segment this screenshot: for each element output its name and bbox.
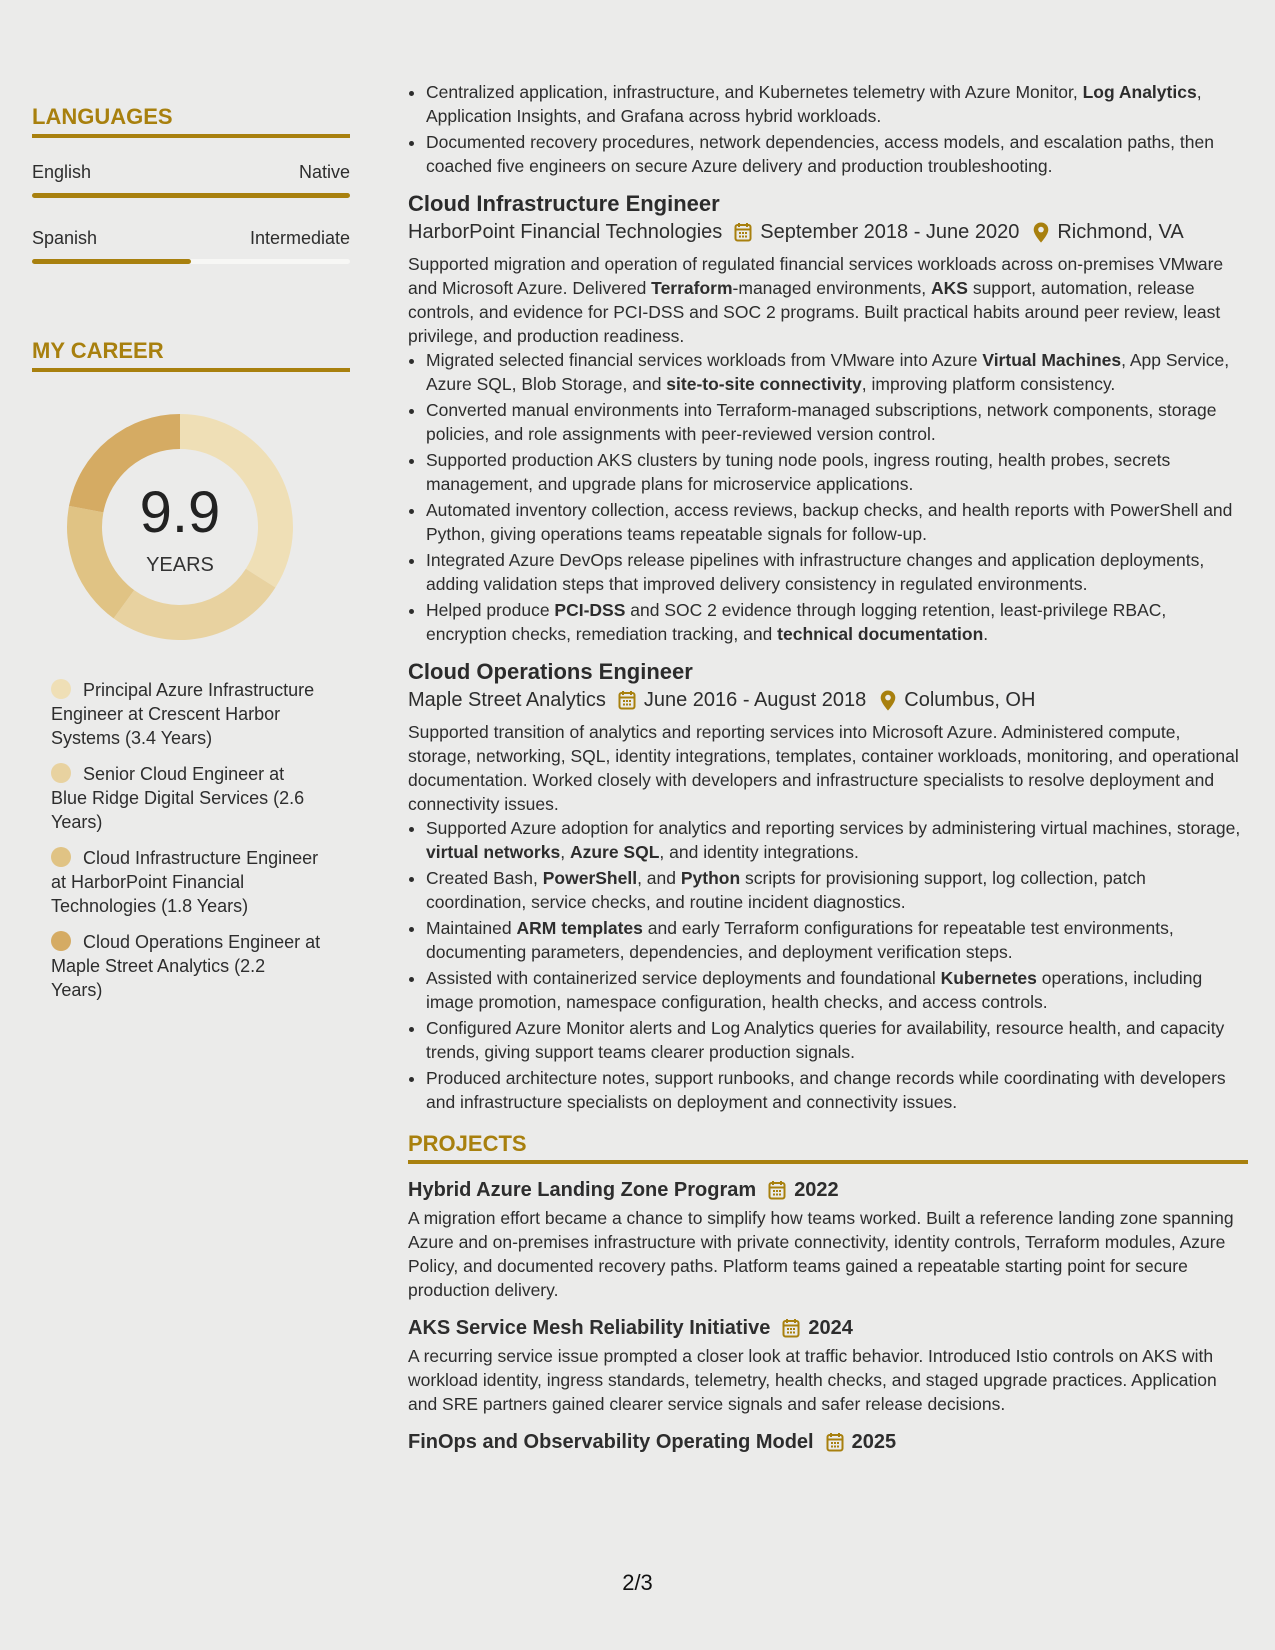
job-summary: Supported migration and operation of regulated financial services workloads across on-premises VMware and Microsoft Azure. Delivered Terraform-managed environments, AKS support, automation, release controls, and evidence for PCI-DSS and SOC 2 programs. Built practical habits around peer review, least privilege, and production readiness. <box>408 254 1224 346</box>
bullet-item: • Converted manual environments into Terraform-managed subscriptions, network components, storage policies, and role assignments with peer-reviewed version control. <box>426 398 1248 446</box>
job-bullets <box>408 816 1248 1114</box>
language-progress-fill <box>32 259 191 264</box>
company-name: HarborPoint Financial Technologies <box>408 221 723 243</box>
job-meta <box>408 688 1248 712</box>
project-entry <box>408 1430 1248 1454</box>
job-bullets <box>408 348 1248 646</box>
bullet-item: • Created Bash, PowerShell, and Python scripts for provisioning support, log collection, patch coordination, service checks, and routine incident diagnostics. <box>426 866 1248 914</box>
language-level: Native <box>298 162 350 182</box>
legend-label: Senior Cloud Engineer at Blue Ridge Digital Services (2.6 Years) <box>51 764 305 832</box>
bullet-item: • Helped produce PCI-DSS and SOC 2 evidence through logging retention, least-privilege RBAC, encryption checks, remediation tracking, and technical documentation. <box>426 598 1248 646</box>
bullet-item: • Automated inventory collection, access reviews, backup checks, and health reports with PowerShell and Python, giving operations teams repeatable signals for follow-up. <box>426 498 1248 546</box>
calendar-icon <box>618 690 636 710</box>
bullet-item: • Produced architecture notes, support runbooks, and change records while coordinating with developers and infrastructure specialists on deployment and connectivity issues. <box>426 1066 1248 1114</box>
legend-item <box>51 762 321 834</box>
legend-dot <box>51 763 71 783</box>
job-meta <box>408 220 1248 244</box>
career-years-unit: YEARS <box>146 554 214 576</box>
language-progress-bar <box>32 259 350 264</box>
legend-dot <box>51 931 71 951</box>
map-pin-icon <box>880 690 896 711</box>
job-entry <box>408 192 1248 646</box>
sidebar <box>32 104 350 1014</box>
languages-heading: LANGUAGES <box>32 104 350 138</box>
project-name: FinOps and Observability Operating Model <box>408 1431 814 1453</box>
career-total-years: 9.9 <box>139 480 221 545</box>
language-english <box>32 162 350 183</box>
map-pin-icon <box>1033 222 1049 243</box>
career-heading: MY CAREER <box>32 338 350 372</box>
bullet-item: • Configured Azure Monitor alerts and Log Analytics queries for availability, resource health, and capacity trends, giving support teams clearer production signals. <box>426 1016 1248 1064</box>
bullet-item: • Documented recovery procedures, network dependencies, access models, and escalation paths, then coached five engineers on secure Azure delivery and production troubleshooting. <box>426 130 1248 178</box>
bullet-item: • Supported production AKS clusters by tuning node pools, ingress routing, health probes, secrets management, and upgrade plans for microservice applications. <box>426 448 1248 496</box>
language-name: English <box>32 162 92 182</box>
job-title: Cloud Operations Engineer <box>408 659 693 684</box>
bullet-item: • Maintained ARM templates and early Terraform configurations for repeatable test environments, documenting parameters, dependencies, and deployment verification steps. <box>426 916 1248 964</box>
projects-heading: PROJECTS <box>408 1132 1248 1164</box>
career-donut-chart <box>65 412 295 642</box>
language-level: Intermediate <box>249 228 350 248</box>
page-number: 2/3 <box>622 1570 653 1595</box>
legend-label: Principal Azure Infrastructure Engineer at Crescent Harbor Systems (3.4 Years) <box>51 680 315 748</box>
project-header <box>408 1316 1248 1340</box>
calendar-icon <box>734 222 752 242</box>
language-spanish <box>32 228 350 249</box>
language-progress-bar <box>32 193 350 198</box>
job-location: Columbus, OH <box>904 689 1036 711</box>
legend-item <box>51 930 321 1002</box>
bullet-item: • Assisted with containerized service deployments and foundational Kubernetes operations, including image promotion, namespace configuration, health checks, and access controls. <box>426 966 1248 1014</box>
legend-item <box>51 846 321 918</box>
bullet-item: • Supported Azure adoption for analytics and reporting services by administering virtual machines, storage, virtual networks, Azure SQL, and identity integrations. <box>426 816 1248 864</box>
project-year: 2022 <box>794 1179 839 1201</box>
legend-dot <box>51 847 71 867</box>
job-summary: Supported transition of analytics and reporting services into Microsoft Azure. Administered compute, storage, networking, SQL, identity integrations, templates, container workloads, monitoring, and operational documentation. Worked closely with developers and infrastructure specialists to resolve deployment and connectivity issues. <box>408 722 1239 814</box>
company-name: Maple Street Analytics <box>408 689 606 711</box>
job-dates: June 2016 - August 2018 <box>643 689 867 711</box>
career-legend <box>51 678 321 1002</box>
calendar-icon <box>782 1318 800 1338</box>
bullet-item: • Migrated selected financial services workloads from VMware into Azure Virtual Machines, App Service, Azure SQL, Blob Storage, and site-to-site connectivity, improving platform consistency. <box>426 348 1248 396</box>
legend-label: Cloud Infrastructure Engineer at HarborPoint Financial Technologies (1.8 Years) <box>51 848 319 916</box>
calendar-icon <box>826 1432 844 1452</box>
legend-item <box>51 678 321 750</box>
project-header <box>408 1430 1248 1454</box>
project-entry <box>408 1178 1248 1302</box>
project-name: Hybrid Azure Landing Zone Program <box>408 1179 757 1201</box>
project-header <box>408 1178 1248 1202</box>
language-name: Spanish <box>32 228 98 248</box>
legend-dot <box>51 679 71 699</box>
previous-job-bullets <box>408 80 1248 178</box>
job-dates: September 2018 - June 2020 <box>760 221 1020 243</box>
bullet-item: • Centralized application, infrastructure, and Kubernetes telemetry with Azure Monitor, Log Analytics, Application Insights, and Grafana across hybrid workloads. <box>426 80 1248 128</box>
project-description: A recurring service issue prompted a closer look at traffic behavior. Introduced Istio controls on AKS with workload identity, ingress standards, telemetry, health checks, and staged upgrade practices. Application and SRE partners gained clearer service signals and safer release decisions. <box>408 1346 1217 1414</box>
project-description: A migration effort became a chance to simplify how teams worked. Built a reference landing zone spanning Azure and on-premises infrastructure with private connectivity, identity controls, Terraform modules, Azure Policy, and documented recovery paths. Platform teams gained a repeatable starting point for secure production delivery. <box>408 1208 1234 1300</box>
calendar-icon <box>768 1180 786 1200</box>
job-title: Cloud Infrastructure Engineer <box>408 191 720 216</box>
job-entry <box>408 660 1248 1114</box>
project-year: 2025 <box>851 1431 897 1453</box>
project-year: 2024 <box>808 1317 853 1339</box>
project-entry <box>408 1316 1248 1416</box>
job-location: Richmond, VA <box>1057 221 1184 243</box>
project-name: AKS Service Mesh Reliability Initiative <box>408 1317 771 1339</box>
main-content <box>408 80 1248 1458</box>
donut-segment-1 <box>114 569 276 640</box>
language-progress-fill <box>32 193 350 198</box>
legend-label: Cloud Operations Engineer at Maple Street Analytics (2.2 Years) <box>51 932 321 1000</box>
bullet-item: • Integrated Azure DevOps release pipelines with infrastructure changes and application deployments, adding validation steps that improved delivery consistency in regulated environments. <box>426 548 1248 596</box>
